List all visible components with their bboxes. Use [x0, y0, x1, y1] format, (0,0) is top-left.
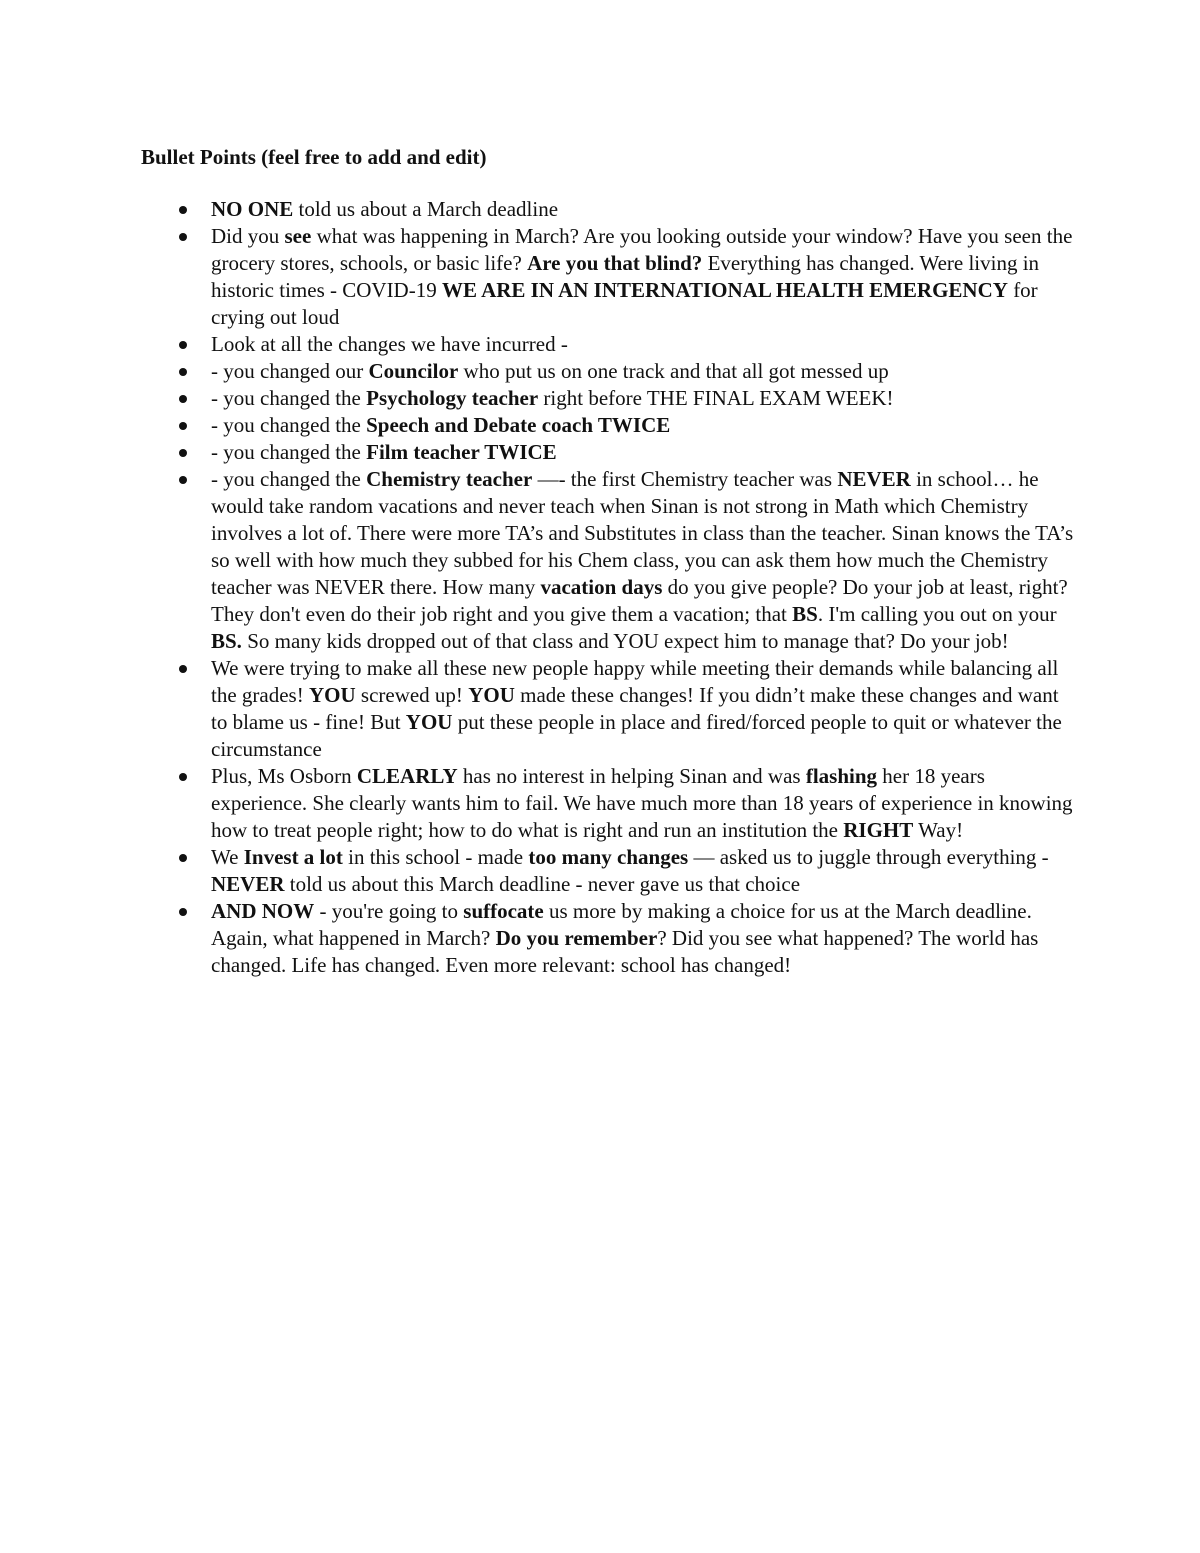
bold-text-run: see — [284, 224, 312, 248]
text-run: - you changed the — [211, 440, 367, 464]
bullet-item — [176, 844, 1076, 898]
bullet-dot-icon — [179, 665, 187, 673]
bold-text-run: Councilor — [368, 359, 459, 383]
text-run: - you changed the — [211, 413, 367, 437]
text-run: So many kids dropped out of that class and YOU expect him to manage that? Do your job! — [241, 629, 1009, 653]
bullet-item — [176, 466, 1076, 655]
bullet-text — [211, 413, 670, 437]
bullet-item — [176, 358, 1076, 385]
bold-text-run: Do you remember — [495, 926, 658, 950]
bullet-item — [176, 412, 1076, 439]
bullet-text — [211, 440, 557, 464]
bullet-dot-icon — [179, 773, 187, 781]
bold-text-run: Film teacher TWICE — [366, 440, 557, 464]
bullet-list — [176, 196, 1076, 979]
bold-text-run: NEVER — [211, 872, 285, 896]
bold-text-run: RIGHT — [843, 818, 914, 842]
bullet-dot-icon — [179, 341, 187, 349]
text-run: - you changed the — [211, 386, 367, 410]
text-run: Look at all the changes we have incurred - — [211, 332, 568, 356]
bullet-text — [211, 359, 889, 383]
bullet-dot-icon — [179, 206, 187, 214]
bold-text-run: NO ONE — [211, 197, 294, 221]
bold-text-run: vacation days — [540, 575, 663, 599]
bold-text-run: YOU — [308, 683, 356, 707]
text-run: her 18 years experience. She clearly wants him to fail. We have much more than 18 years of experience in knowing how to treat people right; how to do what is right and run an institution the — [211, 764, 1073, 842]
bullet-dot-icon — [179, 368, 187, 376]
text-run: We — [211, 845, 244, 869]
bullet-item — [176, 385, 1076, 412]
text-run: - you changed the — [211, 467, 367, 491]
text-run: Did you — [211, 224, 285, 248]
text-run: do you give people? Do your job at least, right? They don't even do their job right and you give them a vacation; that — [211, 575, 1068, 626]
bullet-dot-icon — [179, 395, 187, 403]
bold-text-run: Invest a lot — [243, 845, 343, 869]
text-run: in school… he would take random vacations and never teach when Sinan is not strong in Math which Chemistry involves a lot of. There were more TA’s and Substitutes in class than the teacher. Sinan knows the TA’s so well with how much they subbed for his Chem class, you can ask them how much the Chemistry teacher was NEVER there. How many — [211, 467, 1074, 599]
bullet-text — [211, 197, 558, 221]
text-run: ? Did you see what happened? The world has changed. Life has changed. Even more relevant: school has changed! — [211, 926, 1039, 977]
bold-text-run: WE ARE IN AN INTERNATIONAL HEALTH EMERGENCY — [441, 278, 1008, 302]
text-run: what was happening in March? Are you looking outside your window? Have you seen the grocery stores, schools, or basic life? — [211, 224, 1073, 275]
text-run: — asked us to juggle through everything - — [688, 845, 1049, 869]
bold-text-run: BS. — [211, 629, 242, 653]
text-run: has no interest in helping Sinan and was — [457, 764, 806, 788]
text-run: in this school - made — [342, 845, 529, 869]
document-title: Bullet Points (feel free to add and edit) — [141, 145, 487, 169]
text-run: who put us on one track and that all got messed up — [458, 359, 889, 383]
bullet-dot-icon — [179, 476, 187, 484]
bullet-text — [211, 467, 1073, 653]
text-run: Everything has changed. Were living in historic times - COVID-19 — [211, 251, 1040, 302]
bullet-text — [211, 332, 568, 356]
bold-text-run: BS — [792, 602, 818, 626]
bullet-text — [211, 899, 1038, 977]
bullet-item — [176, 439, 1076, 466]
bullet-item — [176, 223, 1076, 331]
text-run: . I'm calling you out on your — [817, 602, 1057, 626]
bullet-text — [211, 224, 1072, 329]
bullet-item — [176, 331, 1076, 358]
bullet-text — [211, 845, 1049, 896]
text-run: right before THE FINAL EXAM WEEK! — [538, 386, 894, 410]
text-run: us more by making a choice for us at the March deadline. Again, what happened in March? — [211, 899, 1032, 950]
bold-text-run: flashing — [805, 764, 878, 788]
bold-text-run: Are you that blind? — [527, 251, 703, 275]
bullet-dot-icon — [179, 233, 187, 241]
text-run: for crying out loud — [211, 278, 1038, 329]
bold-text-run: AND NOW — [211, 899, 315, 923]
bold-text-run: Speech and Debate coach TWICE — [366, 413, 671, 437]
text-run: - you're going to — [314, 899, 464, 923]
text-run: told us about this March deadline - never gave us that choice — [284, 872, 801, 896]
text-run: put these people in place and fired/forced people to quit or whatever the circumstance — [211, 710, 1062, 761]
bullet-dot-icon — [179, 854, 187, 862]
text-run: told us about a March deadline — [293, 197, 559, 221]
text-run: screwed up! — [355, 683, 469, 707]
bullet-item — [176, 898, 1076, 979]
bold-text-run: NEVER — [837, 467, 911, 491]
text-run: We were trying to make all these new people happy while meeting their demands while balancing all the grades! — [211, 656, 1059, 707]
bold-text-run: YOU — [405, 710, 453, 734]
bold-text-run: Psychology teacher — [366, 386, 539, 410]
bold-text-run: CLEARLY — [356, 764, 458, 788]
bullet-text — [211, 656, 1062, 761]
bullet-dot-icon — [179, 908, 187, 916]
bullet-item — [176, 655, 1076, 763]
bold-text-run: YOU — [468, 683, 515, 707]
bullet-item — [176, 763, 1076, 844]
text-run: Plus, Ms Osborn — [211, 764, 357, 788]
bullet-dot-icon — [179, 449, 187, 457]
bullet-item — [176, 196, 1076, 223]
bold-text-run: suffocate — [463, 899, 544, 923]
bold-text-run: too many changes — [528, 845, 689, 869]
bullet-dot-icon — [179, 422, 187, 430]
text-run: - you changed our — [211, 359, 369, 383]
bullet-text — [211, 386, 894, 410]
bullet-text — [211, 764, 1073, 842]
text-run: —- the first Chemistry teacher was — [532, 467, 838, 491]
bold-text-run: Chemistry teacher — [366, 467, 533, 491]
text-run: made these changes! If you didn’t make these changes and want to blame us - fine! But — [211, 683, 1059, 734]
text-run: Way! — [913, 818, 964, 842]
